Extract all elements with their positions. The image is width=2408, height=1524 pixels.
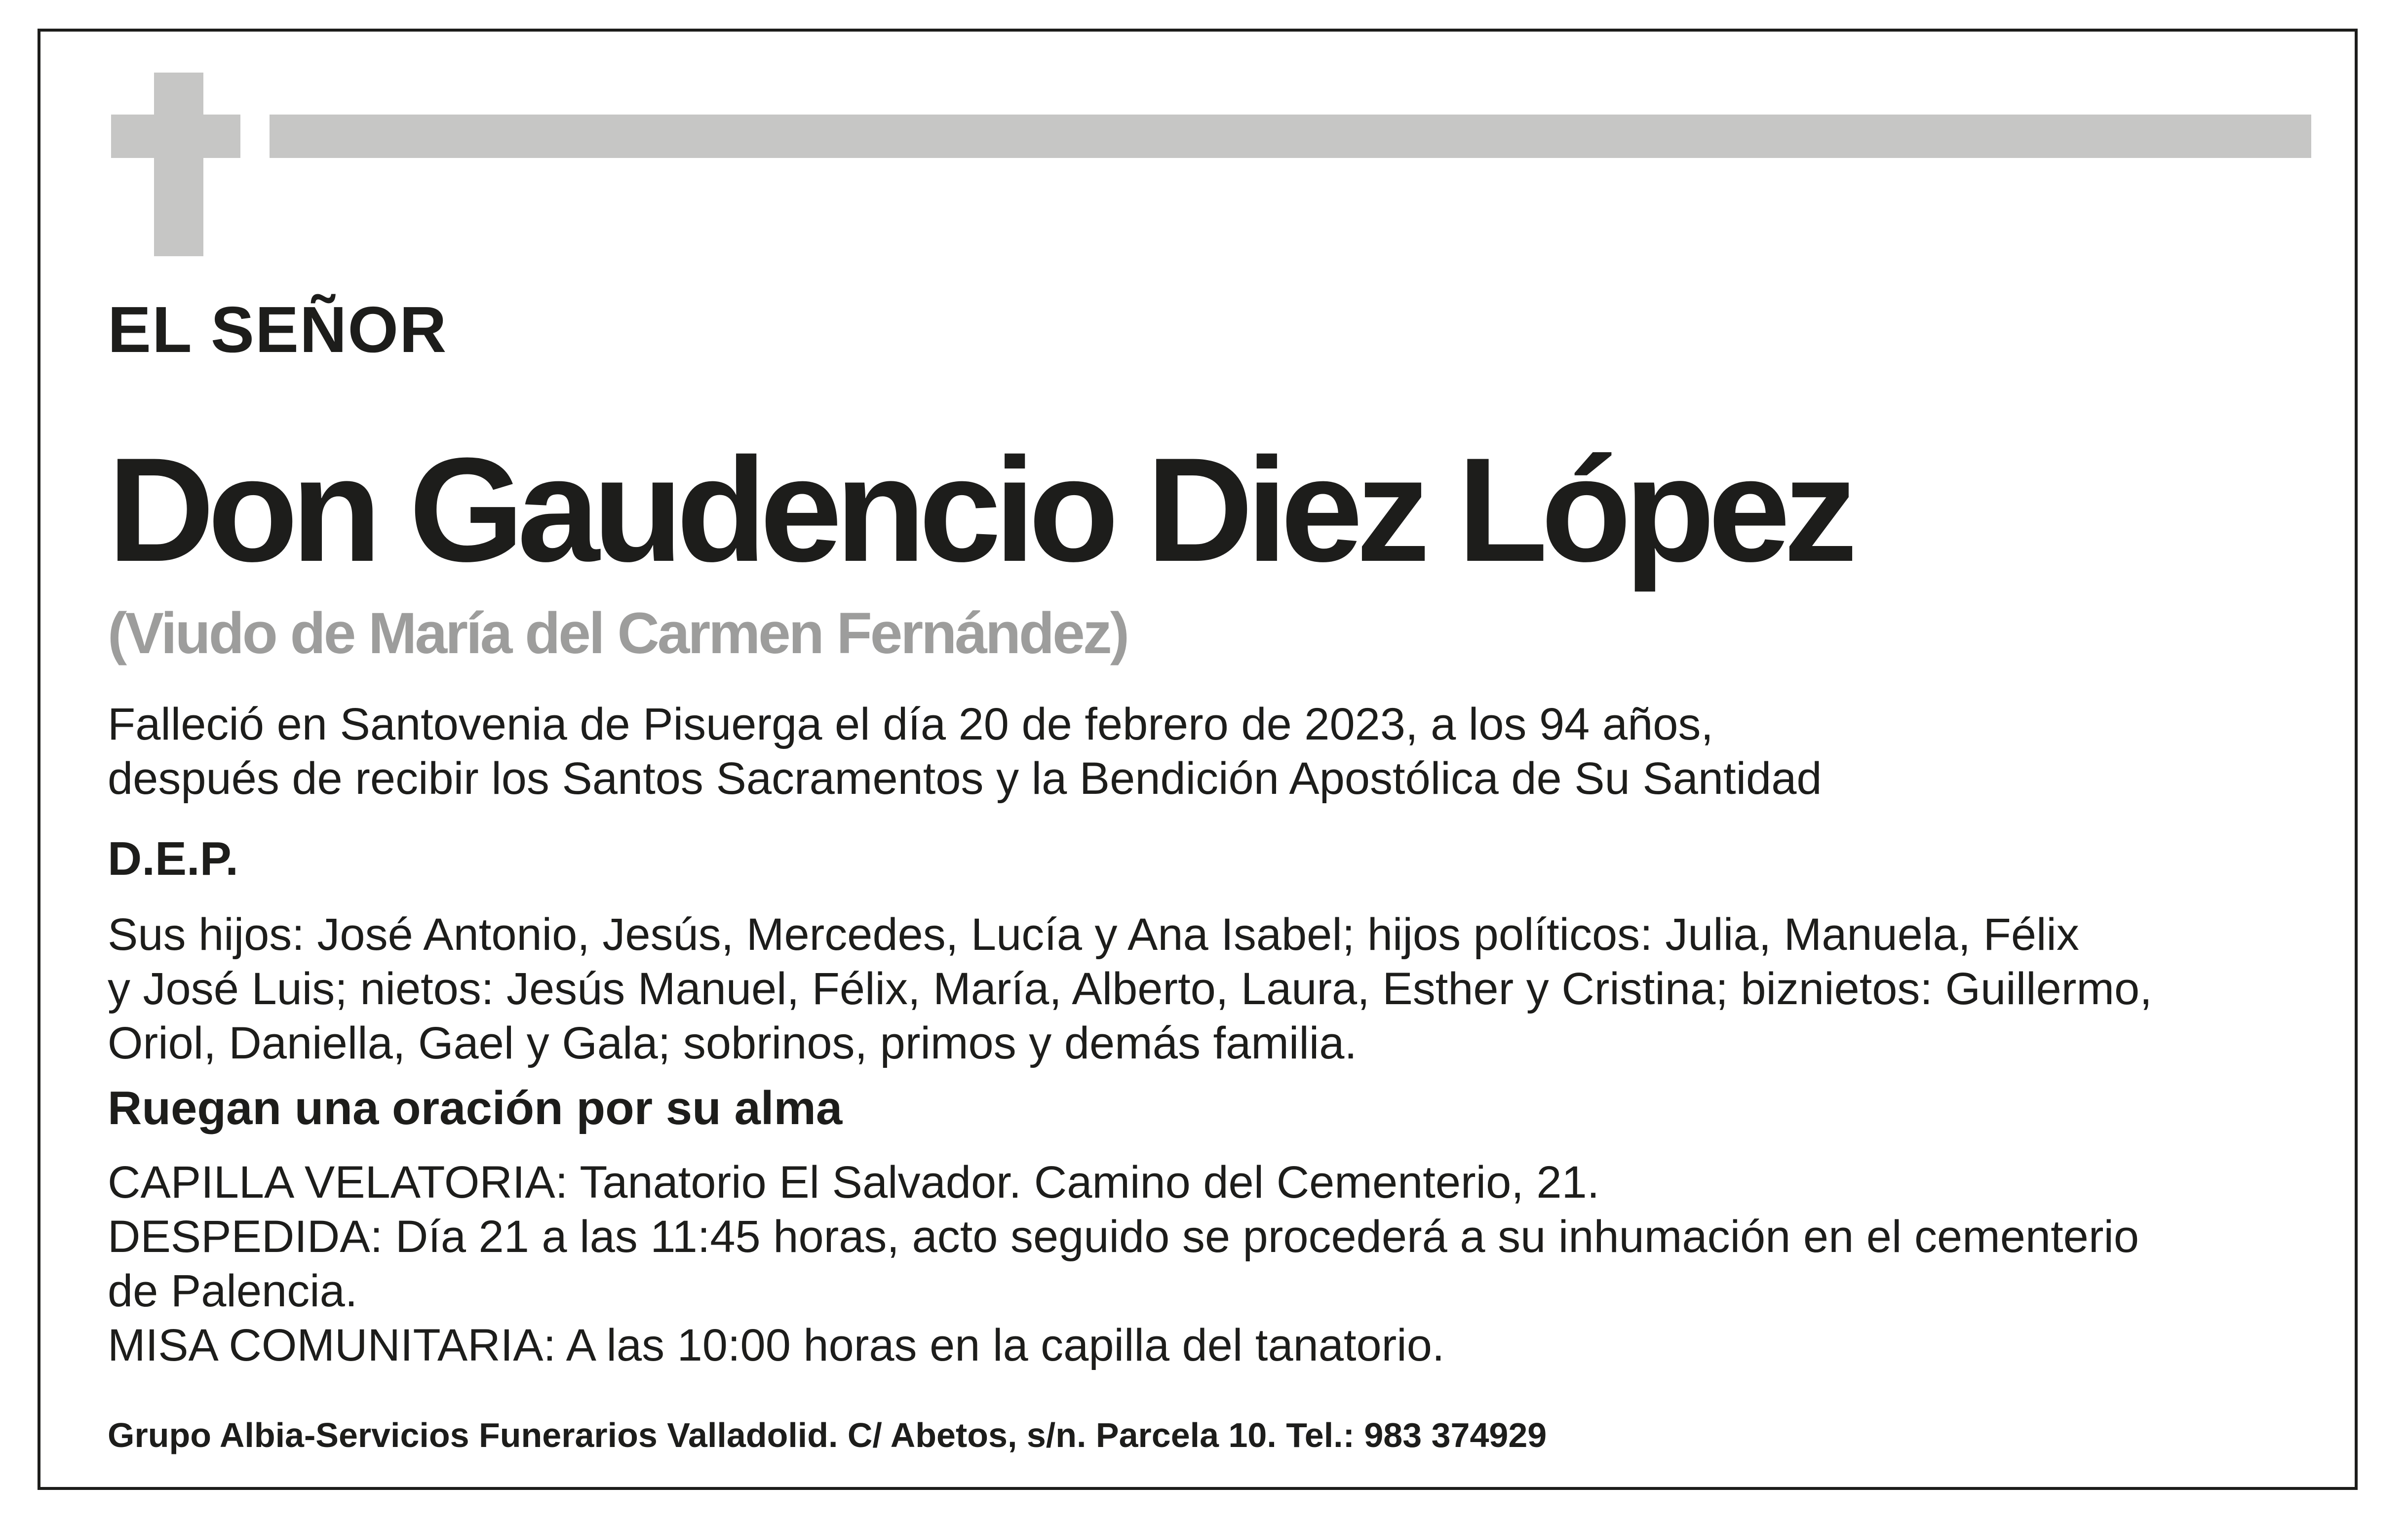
service-line: DESPEDIDA: Día 21 a las 11:45 horas, acto seguido se procederá a su inhumación en el cementerio [108, 1211, 2139, 1262]
deceased-name: Don Gaudencio Diez López [108, 427, 1851, 592]
family-list [108, 907, 2152, 1070]
honorific: EL SEÑOR [108, 293, 448, 366]
family-line: y José Luis; nietos: Jesús Manuel, Félix, María, Alberto, Laura, Esther y Cristina; biznietos: Guillermo, [108, 964, 2152, 1014]
widower-note: (Viudo de María del Carmen Fernández) [108, 601, 1128, 666]
service-line: MISA COMUNITARIA: A las 10:00 horas en la capilla del tanatorio. [108, 1320, 1445, 1370]
service-line: CAPILLA VELATORIA: Tanatorio El Salvador. Camino del Cementerio, 21. [108, 1157, 1600, 1208]
cross-icon-horizontal-bar [111, 115, 240, 158]
death-announcement [108, 697, 1822, 806]
header-rule [270, 115, 2311, 158]
death-line: Falleció en Santovenia de Pisuerga el día 20 de febrero de 2023, a los 94 años, [108, 699, 1713, 749]
family-line: Sus hijos: José Antonio, Jesús, Mercedes, Lucía y Ana Isabel; hijos políticos: Julia, Manuela, Félix [108, 909, 2079, 960]
death-line: después de recibir los Santos Sacramentos y la Bendición Apostólica de Su Santidad [108, 753, 1822, 804]
funeral-home-footer: Grupo Albia-Servicios Funerarios Valladolid. C/ Abetos, s/n. Parcela 10. Tel.: 983 374929 [108, 1416, 1547, 1454]
service-details [108, 1155, 2139, 1372]
service-line: de Palencia. [108, 1266, 358, 1316]
cross-icon-vertical-bar [154, 73, 203, 256]
prayer-request: Ruegan una oración por su alma [108, 1082, 843, 1134]
family-line: Oriol, Daniella, Gael y Gala; sobrinos, primos y demás familia. [108, 1018, 1357, 1068]
rest-in-peace: D.E.P. [108, 832, 239, 885]
